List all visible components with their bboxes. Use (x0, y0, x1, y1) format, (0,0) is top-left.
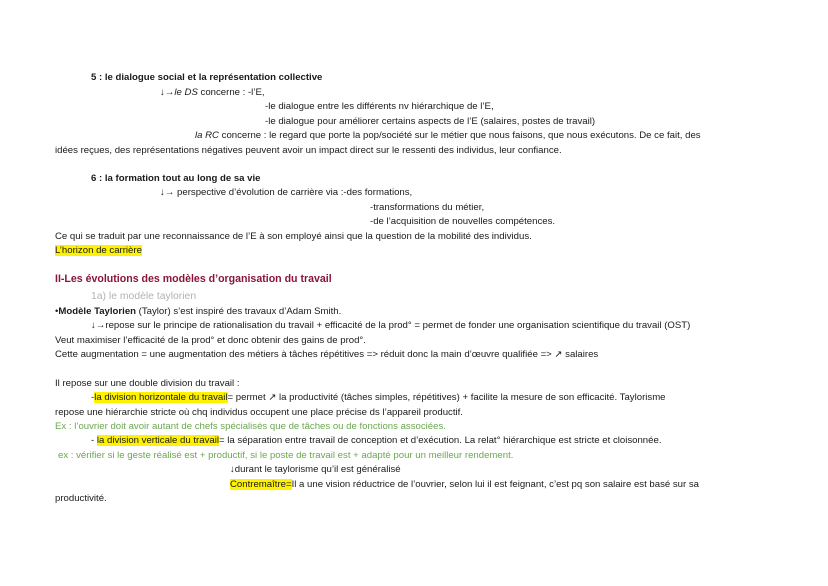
model-rest: (Taylor) s’est inspiré des travaux d’Adam Smith. (136, 306, 342, 317)
formation-summary: Ce qui se traduit par une reconnaissance de l’E à son employé ainsi que la question de la mobilité des individus. (55, 231, 532, 242)
rc-term: la RC (195, 130, 219, 141)
horizontal-dash: - (91, 392, 95, 403)
model-name: Modèle Taylorien (58, 306, 137, 317)
model-line (55, 305, 341, 318)
horizontal-division-rest: = permet ↗ la productivité (tâches simples, répétitives) + facilite la mesure de son efficacité. Taylorisme (227, 392, 666, 403)
taylor-subheading: 1a) le modèle taylorien (91, 291, 197, 302)
horizon-highlight: L’horizon de carrière (55, 245, 142, 256)
example-1: Ex : l’ouvrier doit avoir autant de chefs spécialisés que de tâches ou de fonctions associées. (55, 421, 446, 432)
rc-continuation: idées reçues, des représentations négatives peuvent avoir un impact direct sur le ressenti des individus, leur confiance. (55, 145, 562, 156)
part-2-heading: II-Les évolutions des modèles d’organisation du travail (55, 273, 332, 285)
section-5-title: 5 : le dialogue social et la représentation collective (91, 72, 323, 83)
rc-line (195, 129, 701, 142)
bullet-icon: • (55, 306, 59, 317)
contremaitre-line (230, 478, 699, 491)
vertical-division-highlight: la division verticale du travail (96, 435, 219, 446)
formation-line-3: -de l’acquisition de nouvelles compétences. (370, 216, 556, 227)
formation-line-1: ↓→ perspective d’évolution de carrière via :-des formations, (160, 187, 413, 198)
ds-term: le DS (174, 87, 198, 98)
maximiser-line: Veut maximiser l’efficacité de la prod° et donc obtenir des gains de prod°. (55, 335, 366, 346)
ds-item-3: -le dialogue pour améliorer certains aspects de l’E (salaires, postes de travail) (265, 116, 596, 127)
ds-line (160, 86, 265, 99)
vertical-dash: - (91, 435, 97, 446)
vertical-division-line (91, 434, 661, 447)
rc-rest: concerne : le regard que porte la pop/société sur le métier que nous faisons, que nous exécutons. De ce fait, des (219, 130, 701, 141)
contremaitre-highlight: Contremaître= (230, 479, 292, 490)
augmentation-line: Cette augmentation = une augmentation des métiers à tâches répétitives => réduit donc la main d’œuvre qualifiée => ↗ salaires (55, 349, 599, 360)
ds-item-2: -le dialogue entre les différents nv hiérarchique de l’E, (265, 101, 494, 112)
contremaitre-rest: Il a une vision réductrice de l’ouvrier, selon lui il est feignant, c’est pq son salaire est basé sur sa (291, 479, 700, 490)
section-6-title: 6 : la formation tout au long de sa vie (91, 173, 261, 184)
productivite-line: productivité. (55, 493, 107, 504)
formation-line-2: -transformations du métier, (370, 202, 485, 213)
down-right-arrow-icon: ↓→ (160, 87, 175, 98)
horizon-line (55, 244, 142, 257)
ds-rest: concerne : -l’E, (197, 87, 265, 98)
double-division-line: Il repose sur une double division du travail : (55, 378, 240, 389)
horizontal-division-line (91, 391, 666, 404)
durant-line: ↓durant le taylorisme qu’il est généralisé (230, 464, 401, 475)
rationalisation-line: ↓→repose sur le principe de rationalisation du travail + efficacité de la prod° = permet de fonder une organisation scientifique du travail (OST) (91, 320, 691, 331)
horizontal-division-highlight: la division horizontale du travail (94, 392, 228, 403)
vertical-division-rest: = la séparation entre travail de conception et d’exécution. La relat° hiérarchique est stricte et cloisonnée. (219, 435, 662, 446)
horizontal-division-continuation: repose une hiérarchie stricte où chq individus occupent une place précise ds l’appareil productif. (55, 407, 463, 418)
example-2: ex : vérifier si le geste réalisé est + productif, si le poste de travail est + adapté pour un meilleur rendement. (58, 450, 514, 461)
